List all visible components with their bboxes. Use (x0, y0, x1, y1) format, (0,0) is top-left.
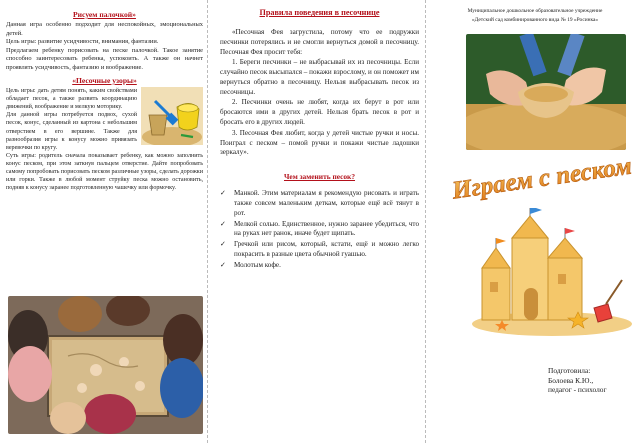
middle-panel (212, 0, 426, 443)
game1-paragraph-3: Предлагаем ребенку порисовать на песке палочкой. Такое занятие способно заинтересовать ребенка, успокоить. А также он начнет проявлять усидчивость, фантазию и воображение. (6, 46, 203, 71)
game2-paragraph-3: Суть игры: родитель сначала показывает ребенку, как можно заполнить конус песком, при этом заткнув пальцем отверстие. Дайте попробовать самому попробовать порисовать песком различные узоры, сделать дорожки или горки. Также в любой момент струйку песка можно остановить, подняв к конусу заранее подготовленную чашечку или формочку. (6, 152, 203, 192)
list-item: ✓ Мелкой солью. Единственное, нужно заранее убедиться, что на руках нет ранок, иначе будет щипать. (220, 219, 419, 238)
list-item: ✓ Манкой. Этим материалам я рекомендую рисовать и играть также совсем маленьким деткам, которые ещё всё тянут в рот. (220, 189, 419, 217)
game1-paragraph-1: Данная игра особенно подходит для неспокойных, эмоциональных детей. (6, 21, 203, 37)
brochure-title-text: Играем с песком (450, 152, 634, 205)
game2-paragraph-2: Для данной игры потребуется подвох, сухой песок, конус, сделанный из картона с небольшим отверстием в его вершине. Также для разнообразия игры к конусу можно привязать веревочки по кругу. (6, 112, 137, 151)
hands-with-sand-photo (466, 34, 626, 150)
list-item: ✓ Молотым кофе. (220, 260, 281, 269)
replacement-list (220, 189, 419, 270)
game2-title: «Песочные узоры» (72, 76, 137, 86)
game1-paragraph-2: Цель игры: развитие усидчивости, внимания, фантазии. (6, 38, 159, 46)
check-icon: ✓ (220, 260, 226, 269)
rules-title: Правила поведения в песочнице (259, 8, 380, 17)
list-item: ✓ Гречкой или рисом, который, кстати, ещё и можно легко покрасить в разные цвета обычной гуашью. (220, 240, 419, 258)
organization-name-line-2: «Детский сад комбинированного вида № 19 «Росинка» (471, 17, 599, 24)
rule-3: 3. Песочная Фея любит, когда у детей чистые ручки и носы. Поиграл с песком – помой ручки и покажи чистые ладошки зеркалу». (220, 128, 419, 157)
children-sand-table-photo (8, 296, 203, 434)
check-icon: ✓ (220, 189, 226, 198)
game1-title: Рисуем палочкой» (73, 10, 136, 19)
replace-sand-title: Чем заменить песок? (283, 172, 356, 182)
sand-toys-image (141, 87, 203, 145)
sand-castle-illustration (462, 208, 632, 336)
author-signature (548, 366, 607, 395)
rule-2: 2. Песчинки очень не любят, когда их берут в рот или бросаются ими в других детей. Нельзя брать песок в рот и бросать его в других людей. (220, 98, 419, 127)
signature-position: педагог - психолог (548, 385, 607, 395)
rules-intro: «Песочная Фея загрустила, потому что ее подружки песчинки потерялись и не смогли вернуться домой в песочницу. Песочная Фея просит тебя: (220, 28, 419, 56)
check-icon: ✓ (220, 240, 226, 249)
signature-name: Болоева К.Ю., (548, 375, 594, 385)
game2-paragraph-1: Цель игры: дать детям понять, каким свойствами обладает песок, а также развить координацию движений, воображение и мелкую моторику. (6, 88, 137, 111)
check-icon: ✓ (220, 219, 226, 228)
rule-1: 1. Береги песчинки – не выбрасывай их из песочницы. Если случайно песок высыпался – покажи взрослому, и он поможет им вернуться обратно в песочницу. Нельзя выбрасывать песок из песочницы. (220, 58, 419, 96)
organization-name-line-1: Муниципальное дошкольное образовательное учреждение (467, 8, 603, 14)
signature-label: Подготовила: (548, 366, 591, 375)
